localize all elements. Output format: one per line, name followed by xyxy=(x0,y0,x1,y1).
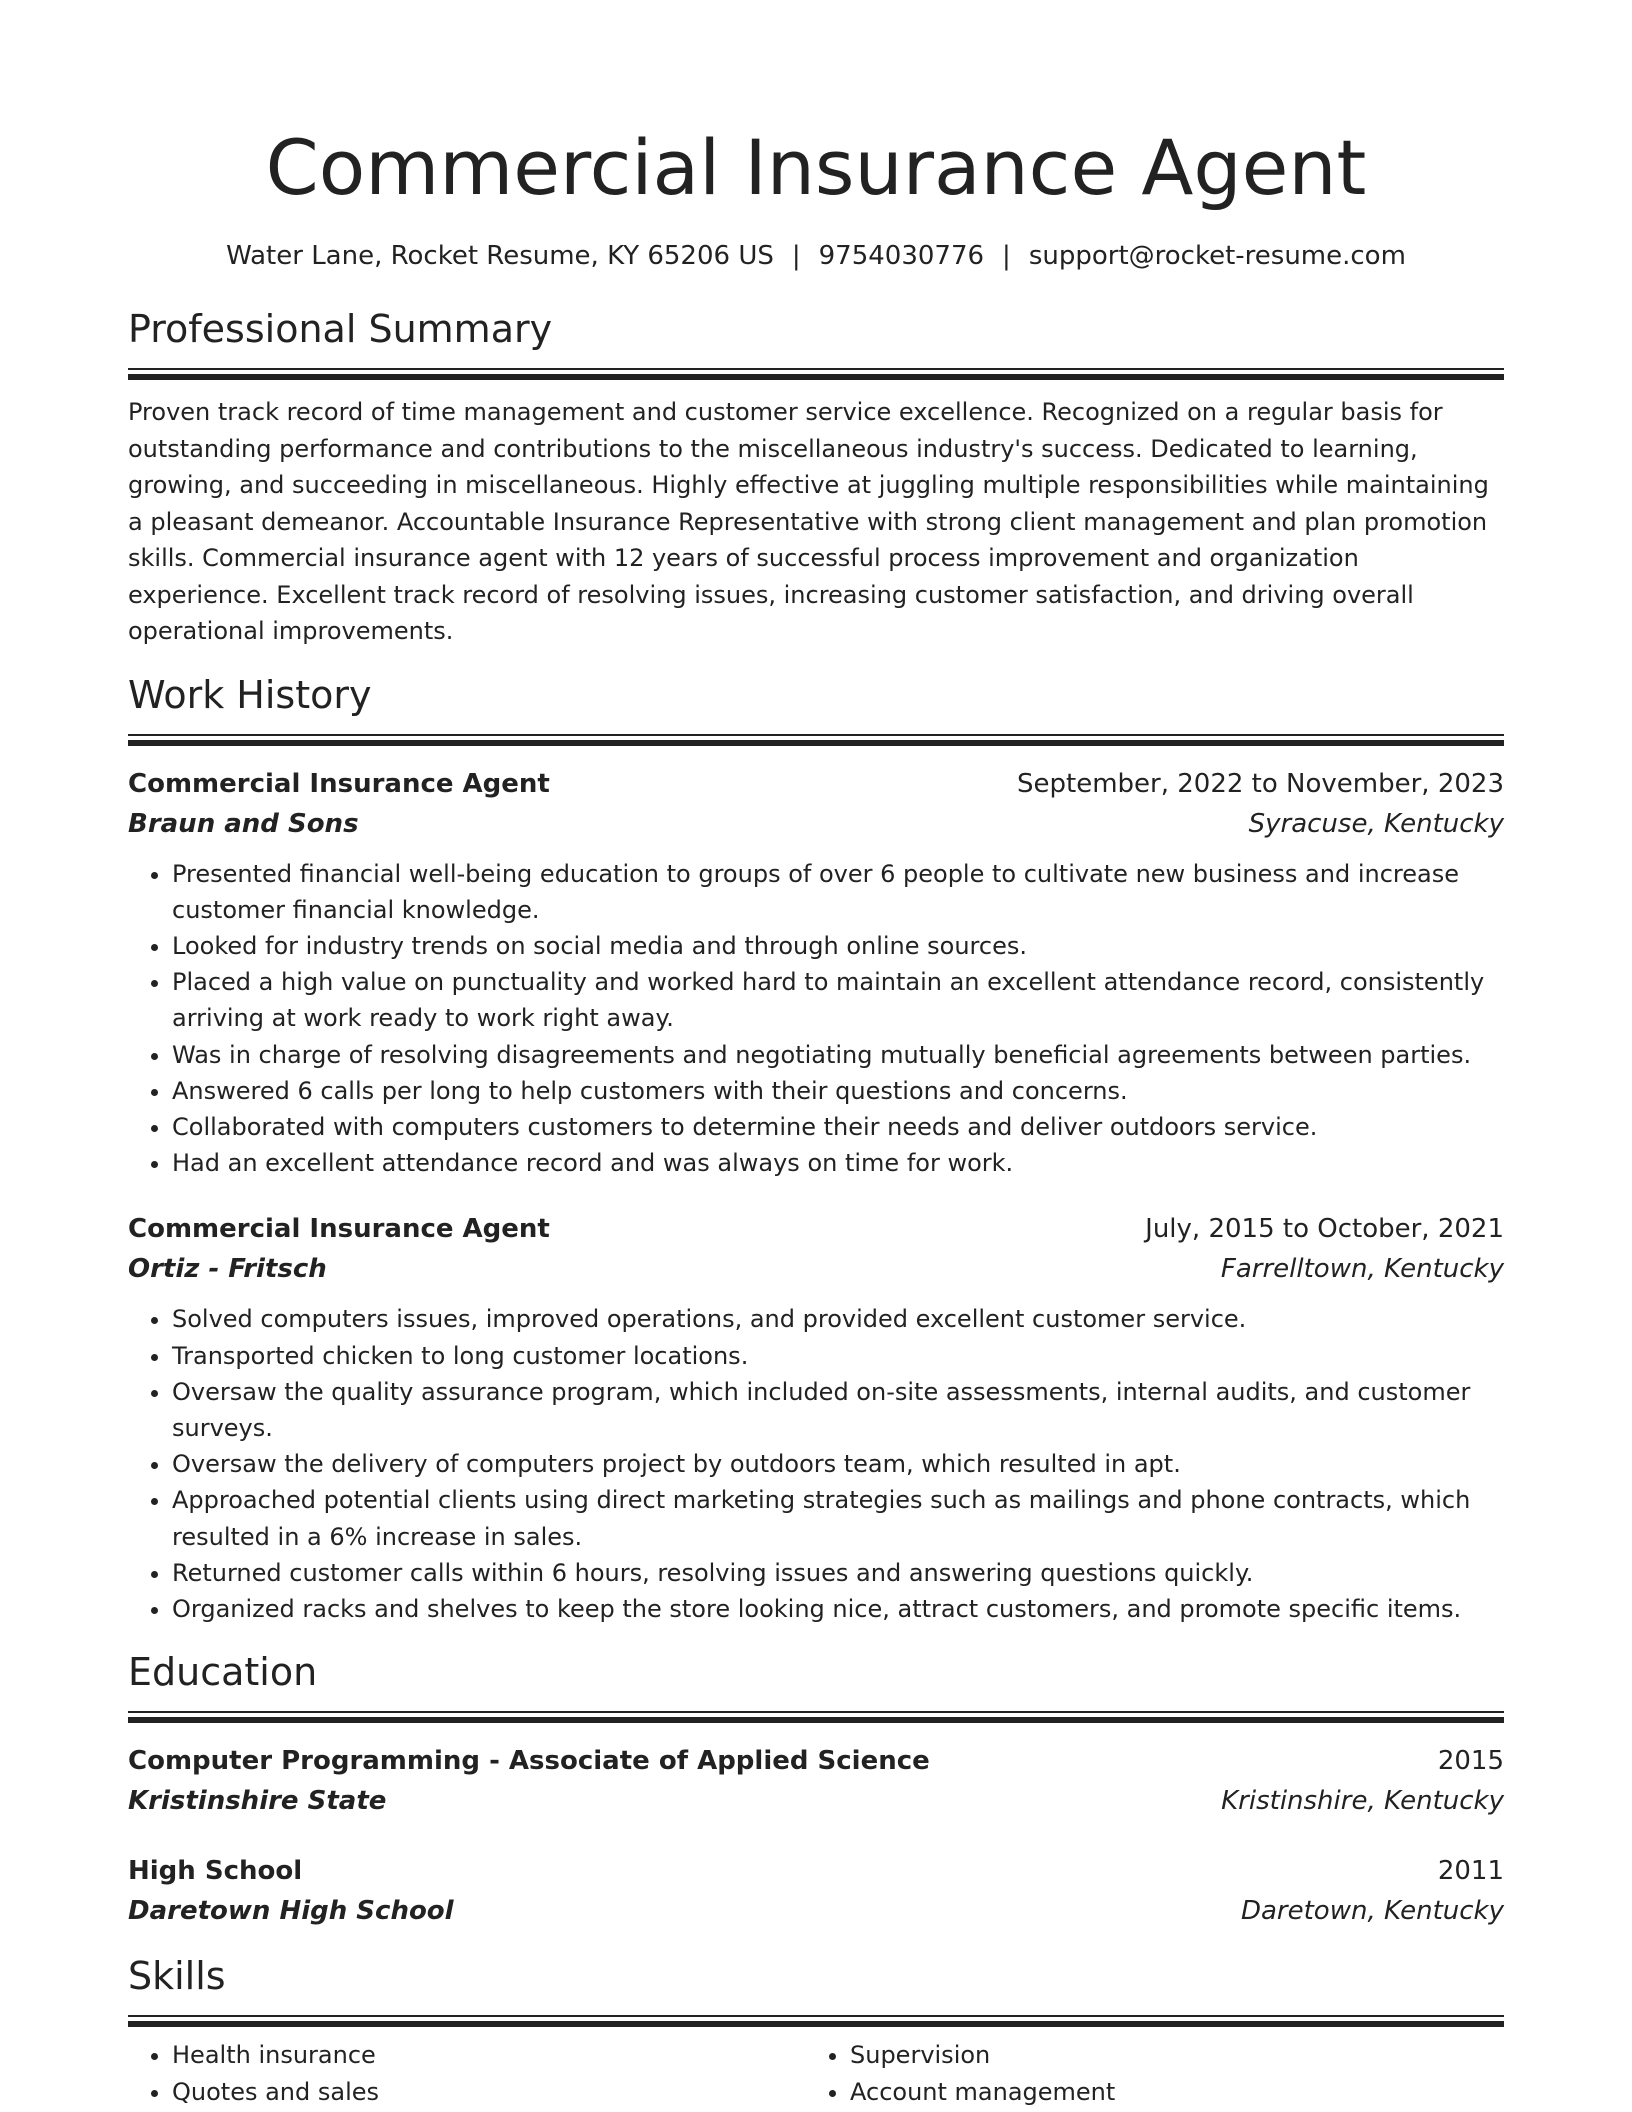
education-header xyxy=(128,1741,1504,1781)
job-entry xyxy=(128,1209,1504,1627)
resume-page xyxy=(128,0,1504,2110)
skill-item: • Supervision xyxy=(850,2037,1484,2074)
education-year: 2015 xyxy=(1437,1746,1504,1777)
job-subheader xyxy=(128,804,1504,844)
education-entry xyxy=(128,1851,1504,1931)
contact-line xyxy=(128,238,1504,274)
job-location: Farrelltown, Kentucky xyxy=(1220,1254,1504,1285)
job-bullet: • Presented financial well-being education to groups of over 6 people to cultivate new business and increase customer financial knowledge. xyxy=(172,856,1504,928)
section-divider xyxy=(128,1711,1504,1723)
section-title-summary: Professional Summary xyxy=(128,307,553,351)
education-year: 2011 xyxy=(1437,1856,1504,1887)
section-title-skills: Skills xyxy=(128,1954,226,1999)
job-title: Commercial Insurance Agent xyxy=(128,1214,550,1245)
job-subheader xyxy=(128,1249,1504,1289)
education-subheader xyxy=(128,1781,1504,1821)
job-dates: July, 2015 to October, 2021 xyxy=(1145,1214,1504,1245)
summary-section xyxy=(128,304,1504,650)
job-company: Braun and Sons xyxy=(128,808,359,839)
contact-separator: | xyxy=(1002,241,1011,271)
job-bullet: • Returned customer calls within 6 hours, resolving issues and answering questions quickly. xyxy=(172,1555,1504,1591)
education-subheader xyxy=(128,1891,1504,1931)
job-header xyxy=(128,764,1504,804)
skills-list-left xyxy=(128,2037,806,2110)
education-entry xyxy=(128,1741,1504,1821)
section-divider xyxy=(128,368,1504,380)
work-history-section xyxy=(128,670,1504,1628)
job-bullet: • Solved computers issues, improved operations, and provided excellent customer service. xyxy=(172,1301,1504,1337)
job-bullet: • Answered 6 calls per long to help customers with their questions and concerns. xyxy=(172,1073,1504,1109)
job-entry xyxy=(128,764,1504,1182)
job-bullet: • Looked for industry trends on social media and through online sources. xyxy=(172,928,1504,964)
skill-item: • Health insurance xyxy=(172,2037,806,2074)
job-bullet: • Had an excellent attendance record and was always on time for work. xyxy=(172,1145,1504,1181)
section-title-work-history: Work History xyxy=(128,672,372,717)
education-location: Kristinshire, Kentucky xyxy=(1221,1786,1504,1817)
job-bullet: • Placed a high value on punctuality and worked hard to maintain an excellent attendance record, consistently arriving at work ready to work right away. xyxy=(172,964,1504,1036)
education-school: Daretown High School xyxy=(128,1896,454,1927)
contact-address: Water Lane, Rocket Resume, KY 65206 US xyxy=(226,241,774,271)
job-bullet: • Oversaw the quality assurance program, which included on-site assessments, internal audits, and customer surveys. xyxy=(172,1374,1504,1446)
skills-list-right xyxy=(806,2037,1484,2110)
candidate-name: Commercial Insurance Agent xyxy=(265,123,1367,212)
skills-section xyxy=(128,1951,1504,2110)
job-bullet: • Was in charge of resolving disagreements and negotiating mutually beneficial agreements between parties. xyxy=(172,1037,1504,1073)
section-divider xyxy=(128,734,1504,746)
skills-columns xyxy=(128,2037,1504,2110)
job-bullet: • Organized racks and shelves to keep the store looking nice, attract customers, and promote specific items. xyxy=(172,1591,1504,1627)
job-bullet: • Oversaw the delivery of computers project by outdoors team, which resulted in apt. xyxy=(172,1446,1504,1482)
education-section xyxy=(128,1647,1504,1931)
education-location: Daretown, Kentucky xyxy=(1240,1896,1504,1927)
skill-item: • Account management xyxy=(850,2074,1484,2111)
job-location: Syracuse, Kentucky xyxy=(1248,808,1504,839)
education-school: Kristinshire State xyxy=(128,1786,387,1817)
summary-text: Proven track record of time management and customer service excellence. Recognized on a regular basis for outstanding performance and contributions to the miscellaneous industry's success. Dedicated to learning, growing, and succeeding in miscellaneous. Highly effective at juggling multiple responsibilities while maintaining a pleasant demeanor. Accountable Insurance Representative with strong client management and plan promotion skills. Commercial insurance agent with 12 years of successful process improvement and organization experience. Excellent track record of resolving issues, increasing customer satisfaction, and driving overall operational improvements. xyxy=(128,398,1489,645)
education-header xyxy=(128,1851,1504,1891)
job-bullet: • Transported chicken to long customer locations. xyxy=(172,1338,1504,1374)
job-title: Commercial Insurance Agent xyxy=(128,768,550,799)
contact-phone: 9754030776 xyxy=(818,241,985,271)
section-divider xyxy=(128,2015,1504,2027)
job-dates: September, 2022 to November, 2023 xyxy=(1017,768,1504,799)
job-company: Ortiz - Fritsch xyxy=(128,1254,327,1285)
job-bullet: • Approached potential clients using direct marketing strategies such as mailings and phone contracts, which resulted in a 6% increase in sales. xyxy=(172,1482,1504,1554)
education-degree: Computer Programming - Associate of Applied Science xyxy=(128,1746,930,1777)
contact-email[interactable]: support@rocket-resume.com xyxy=(1028,241,1406,271)
job-header xyxy=(128,1209,1504,1249)
section-title-education: Education xyxy=(128,1650,318,1695)
job-bullets xyxy=(128,1301,1504,1627)
contact-separator: | xyxy=(791,241,801,271)
job-bullet: • Collaborated with computers customers to determine their needs and deliver outdoors service. xyxy=(172,1109,1504,1145)
skill-item: • Quotes and sales xyxy=(172,2074,806,2111)
job-bullets xyxy=(128,856,1504,1182)
education-degree: High School xyxy=(128,1856,303,1887)
